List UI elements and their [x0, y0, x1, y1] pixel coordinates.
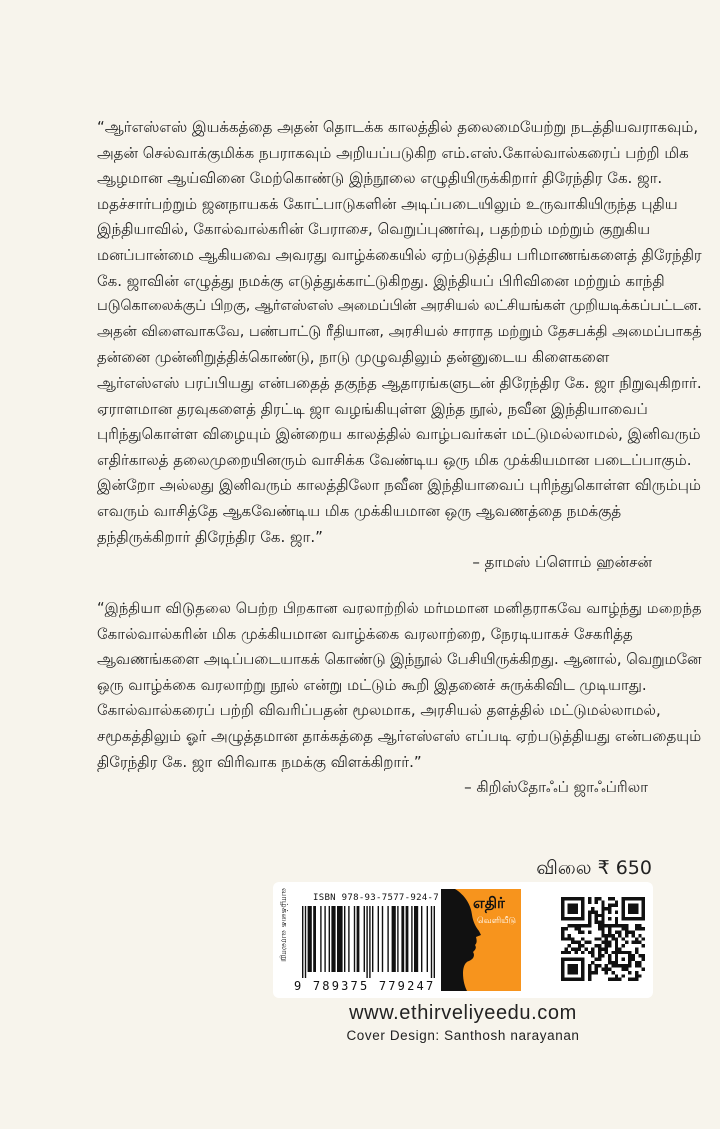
- second-review-attribution: – கிறிஸ்தோஃப் ஜாஃப்ரிலா: [464, 778, 648, 796]
- quote-line: எதிர்காலத் தலைமுறையினரும் வாசிக்க வேண்டிய ஒரு மிக முக்கியமான படைப்பாகும்.: [97, 450, 692, 469]
- quote-line: “இந்தியா விடுதலை பெற்ற பிறகான வரலாற்றில் மர்மமான மனிதராகவே வாழ்ந்து மறைந்த: [97, 600, 702, 617]
- genre-label-vertical: வாழ்க்கை வரலாறு: [279, 888, 289, 962]
- barcode: [302, 906, 435, 978]
- publisher-website: www.ethirveliyeedu.com: [349, 1002, 577, 1024]
- quote-line: கே. ஜாவின் எழுத்து நமக்கு எடுத்துக்காட்டுகிறது. இந்தியப் பிரிவினை மற்றும் காந்தி: [97, 271, 665, 290]
- quote-line: இன்றோ அல்லது இனிவரும் காலத்திலோ நவீன இந்தியாவைப் புரிந்துகொள்ள விரும்பும்: [97, 476, 702, 495]
- second-review-quote: [97, 596, 705, 775]
- cover-design-credit: Cover Design: Santhosh narayanan: [346, 1028, 580, 1043]
- isbn-text: ISBN 978-93-7577-924-7: [313, 893, 439, 903]
- quote-line: கோல்வால்கரின் மிக முக்கியமான வாழ்க்கை வரலாற்றை, நேரடியாகச் சேகரித்த: [97, 624, 633, 643]
- quote-line: தன்னை முன்னிறுத்திக்கொண்டு, நாடு முழுவதிலும் தன்னுடைய கிளைகளை: [97, 348, 610, 367]
- first-review-quote: [97, 115, 705, 550]
- quote-line: ஆழமான ஆய்வினை மேற்கொண்டு இந்நூலை எழுதியிருக்கிறார் திரேந்திர கே. ஜா.: [97, 169, 663, 188]
- barcode-digits: 9 789375 779247: [294, 980, 436, 993]
- quote-line: ஒரு வாழ்க்கை வரலாற்று நூல் என்று மட்டும் கூறி இதனைச் சுருக்கிவிட முடியாது.: [97, 675, 647, 694]
- quote-line: எவரும் வாசித்தே ஆகவேண்டிய மிக முக்கியமான ஒரு ஆவணத்தை நமக்குத்: [97, 501, 622, 520]
- quote-line: மனப்பான்மை ஆகியவை அவரது வாழ்க்கையில் ஏற்படுத்திய பரிமாணங்களைத் திரேந்திர: [97, 245, 702, 264]
- quote-line: கோல்வால்கரைப் பற்றி விவரிப்பதன் மூலமாக, அரசியல் தளத்தில் மட்டுமல்லாமல்,: [97, 701, 661, 720]
- quote-line: படுகொலைக்குப் பிறகு, ஆர்எஸ்எஸ் அமைப்பின் அரசியல் லட்சியங்கள் முறியடிக்கப்பட்டன.: [97, 298, 702, 315]
- publisher-logo-name: எதிர்: [473, 894, 505, 912]
- price-label: விலை ₹ 650: [536, 857, 652, 879]
- quote-line: “ஆர்எஸ்எஸ் இயக்கத்தை அதன் தொடக்க காலத்தில் தலைமையேற்று நடத்தியவராகவும்,: [97, 118, 699, 136]
- barcode-panel: [273, 882, 653, 998]
- quote-line: ஏராளமான தரவுகளைத் திரட்டி ஜா வழங்கியுள்ள இந்த நூல், நவீன இந்தியாவைப்: [97, 399, 648, 418]
- quote-line: மதச்சார்பற்றும் ஜனநாயகக் கோட்பாடுகளின் அடிப்படையிலும் உருவாகியிருந்த புதிய: [97, 194, 678, 213]
- quote-line: இந்தியாவில், கோல்வால்கரின் பேராசை, வெறுப்புணர்வு, பதற்றம் மற்றும் குறுகிய: [97, 220, 651, 239]
- first-review-attribution: – தாமஸ் ப்ளொம் ஹன்சன்: [472, 553, 652, 571]
- quote-line: சமூகத்திலும் ஓர் அழுத்தமான தாக்கத்தை ஆர்எஸ்எஸ் எப்படி ஏற்படுத்தியது என்பதையும்: [97, 726, 702, 745]
- quote-line: அதன் செல்வாக்குமிக்க நபராகவும் அறியப்படுகிற எம்.எஸ்.கோல்வால்கரைப் பற்றி மிக: [97, 143, 689, 162]
- quote-line: ஆர்எஸ்எஸ் பரப்பியது என்பதைத் தகுந்த ஆதாரங்களுடன் திரேந்திர கே. ஜா நிறுவுகிறார்.: [97, 373, 702, 392]
- quote-line: அதன் விளைவாகவே, பண்பாட்டு ரீதியான, அரசியல் சாராத மற்றும் தேசபக்தி அமைப்பாகத்: [97, 323, 702, 340]
- quote-line: புரிந்துகொள்ள விழையும் இன்றைய காலத்தில் வாழ்பவர்கள் மட்டுமல்லாமல், இனிவரும்: [97, 425, 701, 444]
- publisher-logo-tagline: வெளியீடு: [477, 916, 517, 926]
- quote-line: திரேந்திர கே. ஜா விரிவாக நமக்கு விளக்கிறார்.”: [97, 752, 422, 771]
- quote-line: ஆவணங்களை அடிப்படையாகக் கொண்டு இந்நூல் பேசியிருக்கிறது. ஆனால், வெறுமனே: [97, 650, 702, 669]
- qr-code: [561, 897, 645, 981]
- quote-line: தந்திருக்கிறார் திரேந்திர கே. ஜா.”: [97, 527, 323, 546]
- publisher-logo: [441, 889, 521, 991]
